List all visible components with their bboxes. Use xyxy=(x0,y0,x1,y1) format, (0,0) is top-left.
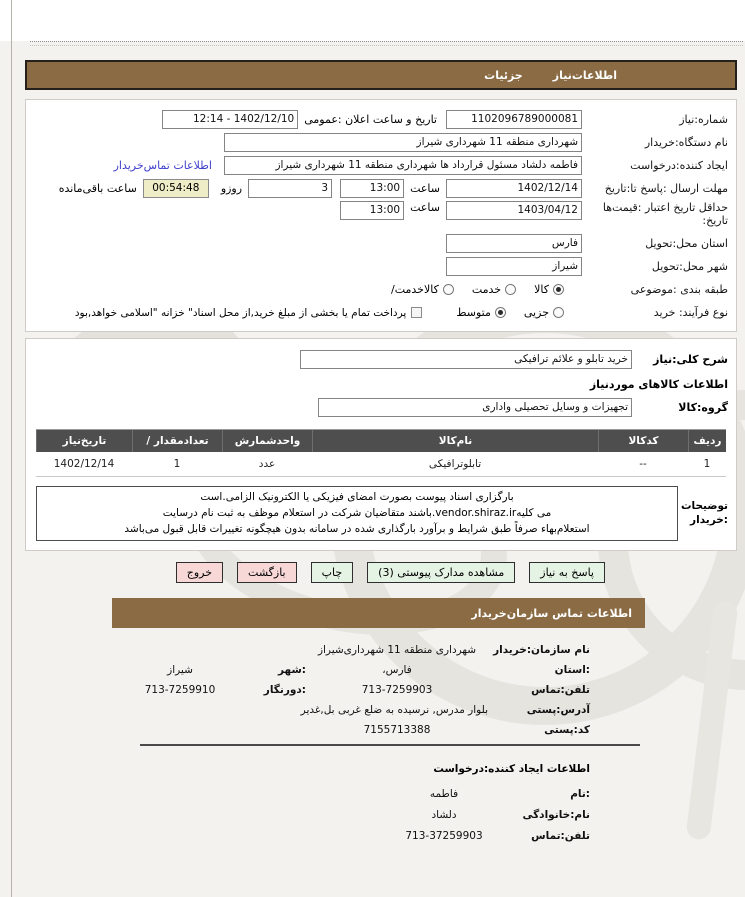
row-delivery-province xyxy=(34,233,728,254)
subject-classification-label: طبقه بندی :موضوعی xyxy=(630,282,728,296)
need-description-label: شرح کلی:نیاز xyxy=(653,353,728,366)
treasury-checkbox[interactable] xyxy=(411,307,422,318)
contact-org-value: شهرداری منطقه 11 شهرداری‌شیراز xyxy=(317,644,477,657)
contact-city-value: شیراز xyxy=(167,664,193,677)
buyer-contact-header: اطلاعات تماس سازمان‌خریدار xyxy=(112,598,645,628)
table-row-cell-quantity: 1 xyxy=(132,452,222,477)
contact-address-label: آدرس:پستی xyxy=(526,704,590,717)
section-divider xyxy=(140,744,640,746)
buyer-org-label: نام دستگاه:خریدار xyxy=(644,135,728,149)
view-attached-documents-button[interactable]: مشاهده مدارک پیوستی (3) xyxy=(367,562,515,583)
validity-hour-label: ساعت xyxy=(410,201,440,214)
main-column xyxy=(25,60,737,851)
row-price-validity xyxy=(34,201,728,231)
buyer-notes-box xyxy=(36,486,678,541)
countdown-timer: 00:54:48 xyxy=(143,179,209,198)
buyer-notes-label-line1: توضیحات xyxy=(680,499,728,512)
creator-row-family xyxy=(25,809,590,821)
radio-partial[interactable] xyxy=(553,307,564,318)
creator-row-name xyxy=(25,788,590,800)
radio-goods-service[interactable] xyxy=(443,284,454,295)
option-service xyxy=(454,283,516,296)
buyer-note-line: می کلیهvendor.shiraz.ir.باشند متقاضیان شرکت در استعلام موظف به ثبت نام درسایت xyxy=(162,506,552,519)
goods-table xyxy=(36,429,726,477)
row-buyer-org xyxy=(34,132,728,153)
contact-zip-label: کد:پستی xyxy=(544,724,590,737)
row-need-description xyxy=(34,349,728,370)
contact-phone-label: تلفن:تماس xyxy=(531,684,590,697)
creator-family-label: نام:خانوادگی xyxy=(522,809,590,822)
goods-group-input[interactable]: تجهیزات و وسایل تحصیلی واداری xyxy=(318,398,632,417)
table-row-cell-goods-code: -- xyxy=(598,452,688,477)
need-description-input[interactable]: خرید تابلو و علائم ترافیکی xyxy=(300,350,632,369)
contact-zip-value: 7155713388 xyxy=(363,724,431,737)
delivery-city-input[interactable]: شیراز xyxy=(446,257,582,276)
row-delivery-city xyxy=(34,256,728,277)
buyer-note-line: بارگزاری اسناد پیوست بصورت امضای فیزیکی یا الکترونیک الزامی.است xyxy=(200,491,514,503)
col-header-unit: واحدشمارش xyxy=(222,430,312,452)
creator-family-value: دلشاد xyxy=(431,809,457,822)
creator-name-value: فاطمه xyxy=(429,788,459,801)
option-goods-service xyxy=(373,283,454,296)
deadline-hour-label: ساعت xyxy=(410,182,440,195)
buyer-notes-label xyxy=(678,500,728,527)
treasury-note-label: پرداخت تمام یا بخشی از مبلغ خرید,از محل اسناد" خزانه "اسلامی خواهد,بود xyxy=(74,306,407,319)
tab-details[interactable]: جزئیات xyxy=(484,68,523,82)
option-partial xyxy=(506,306,564,319)
radio-service[interactable] xyxy=(505,284,516,295)
deadline-date-input[interactable]: 1402/12/14 xyxy=(446,179,582,198)
deadline-time-input[interactable]: 13:00 xyxy=(340,179,404,198)
contact-org-label: نام سازمان:خریدار xyxy=(493,644,590,657)
option-goods xyxy=(516,283,564,296)
delivery-city-label: شهر محل:تحویل xyxy=(651,259,728,273)
contact-province-value: فارس، xyxy=(382,664,412,677)
row-process-type xyxy=(34,302,728,323)
table-row-cell-row-no: 1 xyxy=(688,452,726,477)
contact-row-address xyxy=(25,704,590,716)
col-header-row-no: ردیف xyxy=(688,430,726,452)
price-validity-label-line2: تاریخ: xyxy=(702,214,728,228)
buyer-contact-link[interactable]: اطلاعات تماس‌خریدار xyxy=(113,159,212,172)
buyer-org-input[interactable]: شهرداری منطقه 11 شهرداری شیراز xyxy=(224,133,582,152)
creator-phone-value: 713-37259903 xyxy=(405,830,483,843)
row-need-number xyxy=(34,109,728,130)
option-medium xyxy=(438,306,506,319)
option-goods-label: کالا xyxy=(534,283,549,296)
dotted-separator xyxy=(30,41,743,42)
buyer-contact-section xyxy=(25,644,590,736)
days-label: روزو xyxy=(220,182,243,195)
contact-row-org xyxy=(25,644,590,656)
back-button[interactable]: بازگشت xyxy=(237,562,297,583)
option-service-label: خدمت xyxy=(471,283,502,296)
need-number-input[interactable]: 1102096789000081 xyxy=(446,110,582,129)
goods-group-label: گروه:کالا xyxy=(678,401,728,414)
tab-need-info[interactable]: اطلاعات‌نیاز xyxy=(552,68,617,82)
exit-button[interactable]: خروج xyxy=(176,562,223,583)
radio-medium-selected[interactable] xyxy=(495,307,506,318)
col-header-need-date: تاریخ‌نیاز xyxy=(36,430,132,452)
contact-row-province-city xyxy=(25,664,590,676)
table-row-cell-need-date: 1402/12/14 xyxy=(36,452,132,477)
print-button[interactable]: چاپ xyxy=(311,562,354,583)
col-header-goods-code: کدکالا xyxy=(598,430,688,452)
contact-phone-value: 713-7259903 xyxy=(361,684,433,697)
contact-fax-label: :دورنگار xyxy=(263,684,306,697)
price-validity-label xyxy=(582,201,728,227)
request-creator-section xyxy=(25,763,590,842)
creator-name-label: :نام xyxy=(570,788,590,801)
table-row-cell-unit: عدد xyxy=(222,452,312,477)
validity-date-input[interactable]: 1403/04/12 xyxy=(446,201,582,220)
title-bar xyxy=(25,60,737,90)
top-strip xyxy=(0,0,745,41)
option-goods-service-label: کالاخدمت/ xyxy=(391,283,439,296)
table-row-cell-goods-name: تابلوترافیکی xyxy=(312,452,598,477)
goods-panel xyxy=(25,338,737,551)
remaining-hours-label: ساعت باقی‌مانده xyxy=(58,182,137,195)
contact-address-value: بلوار مدرس, نرسیده به ضلع غربی بل,غدیر xyxy=(300,704,488,717)
dotted-separator-2 xyxy=(30,45,743,46)
delivery-province-label: استان محل:تحویل xyxy=(645,236,728,250)
request-creator-title: اطلاعات ایجاد کننده:درخواست xyxy=(433,763,590,776)
creator-phone-label: تلفن:تماس xyxy=(531,830,590,843)
request-creator-input[interactable]: فاطمه دلشاد مسئول قرارداد ها شهرداری منطقه 11 شهرداری شیراز xyxy=(224,156,582,175)
buyer-notes-label-line2: :خریدار xyxy=(690,513,728,526)
row-subject-classification xyxy=(34,279,728,300)
treasury-option xyxy=(75,307,422,319)
col-header-quantity: تعدادمقدار / xyxy=(132,430,222,452)
contact-fax-value: 713-7259910 xyxy=(144,684,216,697)
row-deadline xyxy=(34,178,728,199)
need-number-label: شماره:نیاز xyxy=(679,112,728,126)
announce-datetime-label: تاریخ و ساعت اعلان :عمومی xyxy=(304,113,437,126)
option-partial-label: جزیی xyxy=(523,306,549,319)
required-goods-section-title: اطلاعات کالاهای موردنیاز xyxy=(589,378,728,391)
contact-row-phone-fax xyxy=(25,684,590,696)
deadline-label: مهلت ارسال :پاسخ تا:تاریخ xyxy=(604,181,728,195)
need-summary-panel xyxy=(25,99,737,332)
process-type-label: نوع فرآیند: خرید xyxy=(653,305,728,319)
contact-province-label: :استان xyxy=(554,664,590,677)
option-medium-label: متوسط xyxy=(456,306,491,319)
respond-to-need-button[interactable]: پاسخ به نیاز xyxy=(529,562,605,583)
radio-goods-selected[interactable] xyxy=(553,284,564,295)
buyer-notes-row xyxy=(34,486,728,541)
price-validity-label-line1: حداقل تاریخ اعتبار :قیمت‌ها xyxy=(602,201,728,214)
request-creator-label: ایجاد کننده:درخواست xyxy=(630,158,728,172)
validity-time-input[interactable]: 13:00 xyxy=(340,201,404,220)
announce-datetime-input[interactable]: 12:14 - 1402/12/10 xyxy=(162,110,298,129)
contact-city-label: :شهر xyxy=(278,664,306,677)
creator-row-phone xyxy=(25,830,590,842)
contact-row-zip xyxy=(25,724,590,736)
col-header-goods-name: نام‌کالا xyxy=(312,430,598,452)
deadline-days-input[interactable]: 3 xyxy=(248,179,332,198)
delivery-province-input[interactable]: فارس xyxy=(446,234,582,253)
left-border-line xyxy=(11,0,12,897)
row-goods-group xyxy=(34,397,728,418)
action-buttons xyxy=(25,562,605,583)
row-request-creator xyxy=(34,155,728,176)
buyer-note-line: استعلام‌بهاء صرفاً طبق شرایط و برآورد بارگذاری شده در سامانه بدون هیچگونه تغییرات قابل قبول می‌باشد xyxy=(124,522,590,535)
